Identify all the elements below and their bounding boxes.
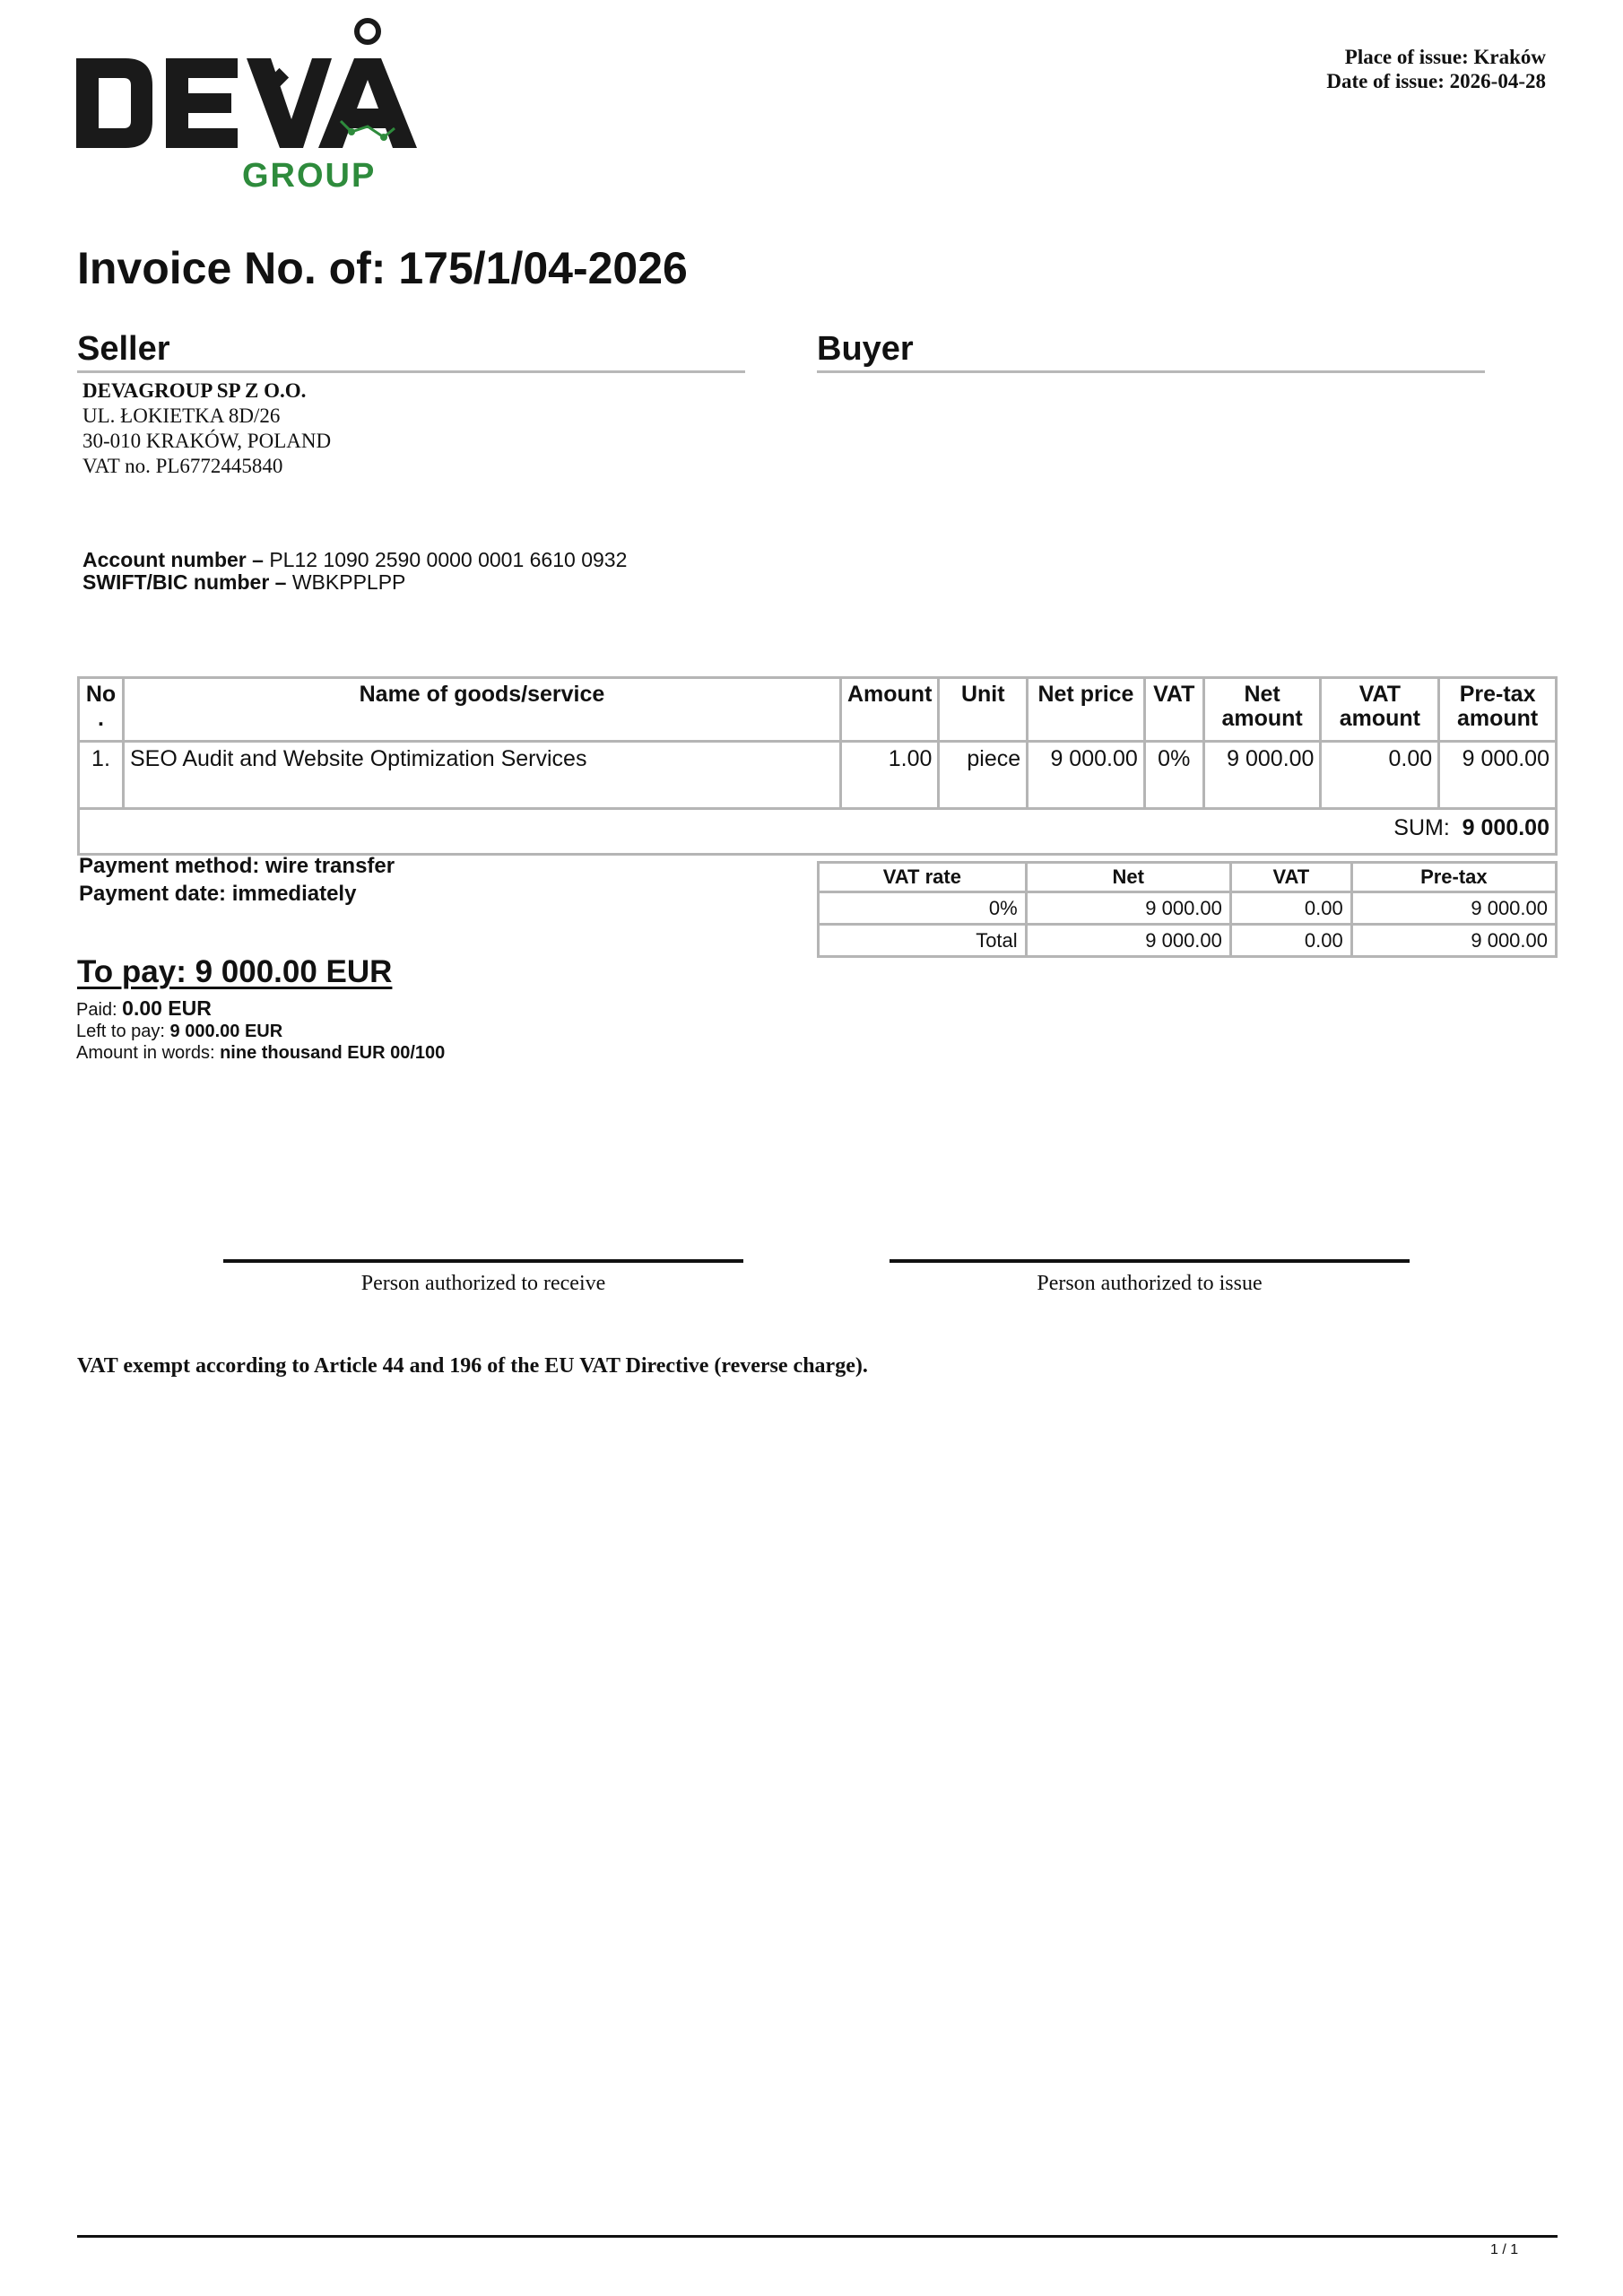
vat-pretax-cell: 9 000.00 — [1351, 892, 1556, 925]
amount-words-value: nine thousand EUR 00/100 — [220, 1043, 446, 1063]
item-amount: 1.00 — [840, 742, 938, 809]
logo-group-text: GROUP — [242, 157, 377, 193]
sum-cell — [79, 809, 1557, 855]
vat-header-vat: VAT — [1230, 863, 1351, 892]
vat-header-row — [819, 863, 1557, 892]
header-unit: Unit — [939, 678, 1028, 742]
header-net-price: Net price — [1028, 678, 1145, 742]
vat-header-rate: VAT rate — [819, 863, 1027, 892]
paid-details — [76, 997, 445, 1064]
header-amount: Amount — [840, 678, 938, 742]
item-no: 1. — [79, 742, 124, 809]
amount-words-label: Amount in words: — [76, 1043, 215, 1063]
sum-value: 9 000.00 — [1462, 815, 1549, 840]
vat-total-pretax: 9 000.00 — [1351, 925, 1556, 957]
vat-net-cell: 9 000.00 — [1026, 892, 1230, 925]
items-header-row — [79, 678, 1557, 742]
item-vat: 0% — [1144, 742, 1203, 809]
place-value: Kraków — [1473, 46, 1546, 68]
account-label: Account number – — [82, 548, 264, 571]
item-name: SEO Audit and Website Optimization Services — [123, 742, 840, 809]
vat-vat-cell: 0.00 — [1230, 892, 1351, 925]
payment-method: Payment method: wire transfer — [79, 854, 395, 878]
signature-line-issue — [890, 1259, 1410, 1263]
buyer-heading: Buyer — [817, 330, 1485, 373]
left-to-pay-value: 9 000.00 EUR — [169, 1022, 283, 1041]
header-pretax-amount: Pre-tax amount — [1439, 678, 1557, 742]
header-no: No . — [79, 678, 124, 742]
issue-info — [1326, 45, 1546, 93]
bank-details — [82, 549, 627, 594]
left-to-pay-label: Left to pay: — [76, 1022, 165, 1041]
table-row — [79, 742, 1557, 809]
to-pay-total: To pay: 9 000.00 EUR — [77, 954, 393, 989]
page-number: 1 / 1 — [1490, 2242, 1519, 2257]
paid-value: 0.00 EUR — [122, 996, 212, 1020]
item-net-amount: 9 000.00 — [1203, 742, 1321, 809]
account-value: PL12 1090 2590 0000 0001 6610 0932 — [269, 548, 628, 571]
vat-exempt-note: VAT exempt according to Article 44 and 196 of the EU VAT Directive (reverse charge). — [77, 1354, 868, 1378]
header-vat: VAT — [1144, 678, 1203, 742]
seller-heading: Seller — [77, 330, 745, 373]
item-pretax: 9 000.00 — [1439, 742, 1557, 809]
seller-street: UL. ŁOKIETKA 8D/26 — [82, 404, 281, 427]
item-net-price: 9 000.00 — [1028, 742, 1145, 809]
vat-total-net: 9 000.00 — [1026, 925, 1230, 957]
items-table — [77, 676, 1558, 856]
place-label: Place of issue: — [1344, 46, 1469, 68]
devagroup-logo — [72, 13, 421, 193]
table-row — [819, 892, 1557, 925]
item-unit: piece — [939, 742, 1028, 809]
signature-line-receive — [223, 1259, 743, 1263]
date-label: Date of issue: — [1326, 70, 1445, 92]
seller-name: DEVAGROUP SP Z O.O. — [82, 379, 307, 402]
item-vat-amount: 0.00 — [1321, 742, 1439, 809]
footer-divider — [77, 2235, 1558, 2238]
payment-date: Payment date: immediately — [79, 882, 357, 906]
seller-vat-no: VAT no. PL6772445840 — [82, 455, 283, 477]
signature-label-receive: Person authorized to receive — [360, 1272, 606, 1295]
header-vat-amount: VAT amount — [1321, 678, 1439, 742]
sum-row — [79, 809, 1557, 855]
header-name: Name of goods/service — [123, 678, 840, 742]
seller-details — [82, 378, 331, 479]
paid-label: Paid: — [76, 1000, 117, 1020]
invoice-title: Invoice No. of: 175/1/04-2026 — [77, 243, 688, 293]
table-row — [819, 925, 1557, 957]
seller-city: 30-010 KRAKÓW, POLAND — [82, 430, 332, 452]
vat-summary-table — [817, 861, 1558, 958]
signature-label-issue: Person authorized to issue — [1037, 1272, 1263, 1295]
swift-value: WBKPPLPP — [291, 570, 406, 594]
swift-label: SWIFT/BIC number – — [82, 570, 287, 594]
header-net-amount: Net amount — [1203, 678, 1321, 742]
vat-total-label: Total — [819, 925, 1027, 957]
vat-rate-cell: 0% — [819, 892, 1027, 925]
vat-header-net: Net — [1026, 863, 1230, 892]
date-value: 2026-04-28 — [1449, 70, 1546, 92]
payment-info — [79, 852, 395, 908]
vat-header-pretax: Pre-tax — [1351, 863, 1556, 892]
sum-label: SUM: — [1393, 815, 1450, 840]
vat-total-vat: 0.00 — [1230, 925, 1351, 957]
